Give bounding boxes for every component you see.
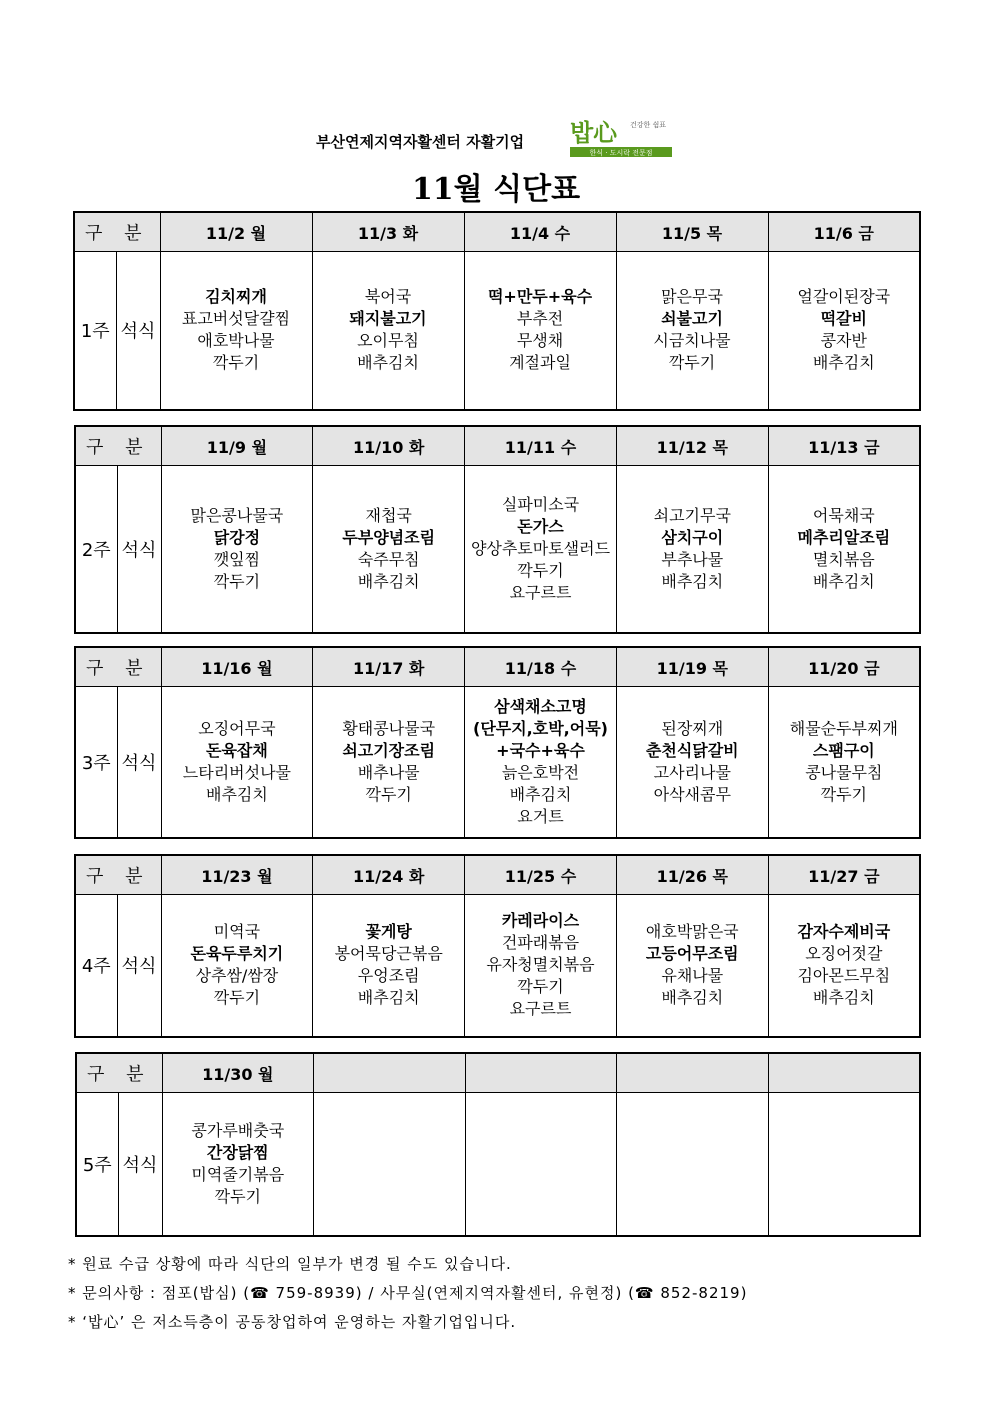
menu-item: 무생채 (516, 331, 564, 351)
menu-cell (616, 895, 768, 1037)
date-header: 11/9 월 (161, 426, 313, 466)
date-header: 11/24 화 (313, 855, 465, 895)
menu-cell (768, 466, 920, 633)
date-header: 11/12 목 (616, 426, 768, 466)
menu-item: 배추김치 (205, 784, 268, 804)
menu-item: 계절과일 (509, 353, 571, 373)
date-header: 11/4 수 (464, 212, 616, 252)
menu-item: 부추전 (516, 309, 564, 329)
menu-cell (313, 687, 465, 838)
meal-label: 석식 (116, 252, 160, 410)
week-label: 4주 (75, 895, 117, 1037)
menu-item: 유자청멸치볶음 (486, 955, 595, 975)
menu-item: 요구르트 (509, 582, 572, 602)
date-header (465, 1053, 617, 1093)
menu-item: 맑은콩나물국 (190, 505, 284, 525)
menu-item: 아삭새콤무 (653, 784, 731, 804)
menu-item: 배추나물 (357, 762, 420, 782)
date-header (617, 1053, 769, 1093)
gubun-header: 구 분 (74, 212, 160, 252)
date-header: 11/30 월 (162, 1053, 314, 1093)
main-dish: 삼색채소고명 (494, 696, 587, 716)
menu-item: 황태콩나물국 (342, 718, 436, 738)
menu-item: 실파미소국 (501, 494, 580, 514)
menu-item: 재첩국 (365, 505, 412, 525)
menu-item: 봉어묵당근볶음 (334, 944, 443, 964)
menu-item: 늙은호박전 (501, 762, 580, 782)
main-dish: +국수+육수 (496, 740, 585, 760)
menu-item: 콩자반 (820, 331, 867, 351)
menu-item: 고사리나물 (653, 762, 731, 782)
menu-item: 어묵채국 (812, 505, 875, 525)
menu-item: 오이무침 (357, 331, 419, 351)
menu-item: 느타리버섯나물 (182, 762, 291, 782)
main-dish: 카레라이스 (501, 911, 580, 931)
main-dish: 떡+만두+육수 (487, 287, 593, 307)
date-header: 11/27 금 (768, 855, 920, 895)
week-table-5 (75, 1052, 921, 1237)
main-dish: 김치찌개 (205, 287, 267, 307)
menu-item: 깍두기 (517, 560, 564, 580)
menu-item: 배추김치 (661, 571, 724, 591)
menu-item: 콩가루배춧국 (191, 1120, 285, 1140)
main-dish: 돈육잡채 (205, 740, 268, 760)
menu-cell (465, 1093, 617, 1236)
date-header: 11/11 수 (465, 426, 617, 466)
gubun-header: 구 분 (75, 426, 161, 466)
menu-cell (768, 1093, 920, 1236)
meal-label: 석식 (118, 1093, 162, 1236)
menu-item: 배추김치 (357, 988, 420, 1008)
week-table-4 (74, 854, 921, 1038)
menu-item: 요구르트 (509, 999, 572, 1019)
menu-item: 쇠고기무국 (653, 505, 731, 525)
menu-item: 배추김치 (812, 353, 875, 373)
menu-cell (161, 895, 313, 1037)
menu-item: 된장찌개 (661, 718, 724, 738)
date-header: 11/6 금 (768, 212, 920, 252)
date-header: 11/10 화 (313, 426, 465, 466)
date-header: 11/13 금 (768, 426, 920, 466)
menu-item: 해물순두부찌개 (789, 718, 898, 738)
main-dish: 닭강정 (213, 527, 261, 547)
menu-item: 배추김치 (509, 784, 572, 804)
footnote-change-notice: * 원료 수급 상황에 따라 식단의 일부가 변경 될 수도 있습니다. (68, 1255, 512, 1273)
main-dish: 감자수제비국 (797, 922, 891, 942)
menu-cell (313, 466, 465, 633)
date-header: 11/25 수 (465, 855, 617, 895)
gubun-header: 구 분 (75, 855, 161, 895)
menu-cell (465, 466, 617, 633)
menu-cell (768, 895, 920, 1037)
menu-item: 깍두기 (214, 1186, 261, 1206)
page-title: 11월 식단표 (411, 172, 581, 207)
main-dish: 꽃게탕 (365, 922, 412, 942)
logo-subtitle: 한식 · 도시락 전문점 (589, 149, 653, 157)
menu-cell (464, 252, 616, 410)
menu-item: 멸치볶음 (812, 549, 875, 569)
meal-label: 석식 (117, 687, 161, 838)
menu-item: 깍두기 (212, 353, 260, 373)
menu-item: 애호박맑은국 (645, 922, 739, 942)
menu-cell (465, 895, 617, 1037)
menu-cell (161, 687, 313, 838)
date-header: 11/18 수 (465, 647, 617, 687)
menu-item: 부추나물 (661, 549, 724, 569)
week-label: 3주 (75, 687, 117, 838)
date-header: 11/19 목 (616, 647, 768, 687)
menu-item: 콩나물무침 (805, 762, 883, 782)
week-label: 2주 (75, 466, 117, 633)
menu-item: 배추김치 (357, 353, 419, 373)
menu-item: 김아몬드무침 (797, 966, 891, 986)
meal-label: 석식 (117, 895, 161, 1037)
menu-item: 배추김치 (812, 571, 875, 591)
date-header: 11/17 화 (313, 647, 465, 687)
main-dish: 돼지불고기 (349, 309, 427, 329)
footnotes (68, 1250, 747, 1337)
menu-cell (768, 687, 920, 838)
menu-item: 애호박나물 (197, 331, 275, 351)
menu-item: 배추김치 (812, 988, 875, 1008)
footnote-contact: * 문의사항 : 점포(밥심) (☎ 759-8939) / 사무실(연제지역자활센터, 유현정) (☎ 852-8219) (68, 1284, 748, 1302)
menu-item: 시금치나물 (653, 331, 731, 351)
menu-cell (314, 1093, 466, 1236)
main-dish: 스팸구이 (812, 740, 875, 760)
main-dish: 돈가스 (517, 516, 564, 536)
menu-item: 북어국 (364, 287, 412, 307)
date-header: 11/20 금 (768, 647, 920, 687)
menu-item: 깍두기 (668, 353, 716, 373)
main-dish: 두부양념조림 (342, 527, 436, 547)
date-header: 11/23 월 (161, 855, 313, 895)
menu-item: 요거트 (517, 806, 564, 826)
menu-cell (616, 252, 768, 410)
menu-item: 표고버섯달걀찜 (181, 309, 291, 329)
main-dish: 메추리알조림 (797, 527, 891, 547)
menu-item: 깻잎찜 (213, 549, 261, 569)
menu-item: 상추쌈/쌈장 (195, 966, 279, 986)
main-dish: 춘천식닭갈비 (645, 740, 739, 760)
meal-label: 석식 (117, 466, 161, 633)
main-dish: 떡갈비 (820, 309, 867, 329)
date-header: 11/3 화 (312, 212, 464, 252)
menu-item: 깍두기 (820, 784, 868, 804)
menu-item: 오징어젓갈 (805, 944, 883, 964)
date-header (768, 1053, 920, 1093)
main-dish: 돈육두루치기 (190, 944, 284, 964)
date-header: 11/2 월 (160, 212, 312, 252)
logo-text: 밥心 (570, 119, 618, 147)
main-dish: 삼치구이 (661, 527, 724, 547)
menu-cell (162, 1093, 314, 1236)
gubun-header: 구 분 (75, 647, 161, 687)
menu-cell (617, 1093, 769, 1236)
menu-item: 미역국 (213, 922, 261, 942)
menu-item: 배추김치 (661, 988, 724, 1008)
organization-name: 부산연제지역자활센터 자활기업 (316, 133, 525, 151)
date-header (314, 1053, 466, 1093)
date-header: 11/16 월 (161, 647, 313, 687)
main-dish: 쇠불고기 (661, 309, 723, 329)
week-label: 1주 (74, 252, 116, 410)
menu-item: 숙주무침 (357, 549, 420, 569)
main-dish: (단무지,호박,어묵) (473, 718, 608, 738)
menu-cell (616, 466, 768, 633)
week-table-3 (74, 646, 921, 839)
menu-item: 맑은무국 (661, 287, 723, 307)
bapsim-logo (568, 116, 674, 158)
logo-tagline: 건강한 쉼표 (630, 121, 667, 129)
week-table-1 (73, 211, 921, 411)
menu-item: 양상추토마토샐러드 (470, 538, 611, 558)
menu-item: 깍두기 (213, 571, 261, 591)
menu-cell (313, 895, 465, 1037)
week-label: 5주 (76, 1093, 118, 1236)
menu-item: 배추김치 (357, 571, 420, 591)
menu-item: 우엉조림 (357, 966, 420, 986)
main-dish: 쇠고기장조림 (342, 740, 436, 760)
menu-cell (465, 687, 617, 838)
menu-cell (616, 687, 768, 838)
menu-item: 얼갈이된장국 (797, 287, 891, 307)
menu-item: 유채나물 (661, 966, 724, 986)
menu-item: 건파래볶음 (501, 933, 580, 953)
gubun-header: 구 분 (76, 1053, 162, 1093)
menu-item: 깍두기 (365, 784, 412, 804)
footnote-about: * ‘밥心’ 은 저소득층이 공동창업하여 운영하는 자활기업입니다. (68, 1313, 517, 1331)
main-dish: 간장닭찜 (206, 1142, 269, 1162)
menu-cell (160, 252, 312, 410)
menu-cell (312, 252, 464, 410)
main-dish: 고등어무조림 (645, 944, 739, 964)
date-header: 11/5 목 (616, 212, 768, 252)
week-table-2 (74, 425, 921, 634)
menu-item: 미역줄기볶음 (191, 1164, 285, 1184)
menu-item: 오징어무국 (198, 718, 276, 738)
menu-cell (768, 252, 920, 410)
menu-cell (161, 466, 313, 633)
menu-item: 깍두기 (517, 977, 564, 997)
date-header: 11/26 목 (616, 855, 768, 895)
menu-item: 깍두기 (213, 988, 261, 1008)
